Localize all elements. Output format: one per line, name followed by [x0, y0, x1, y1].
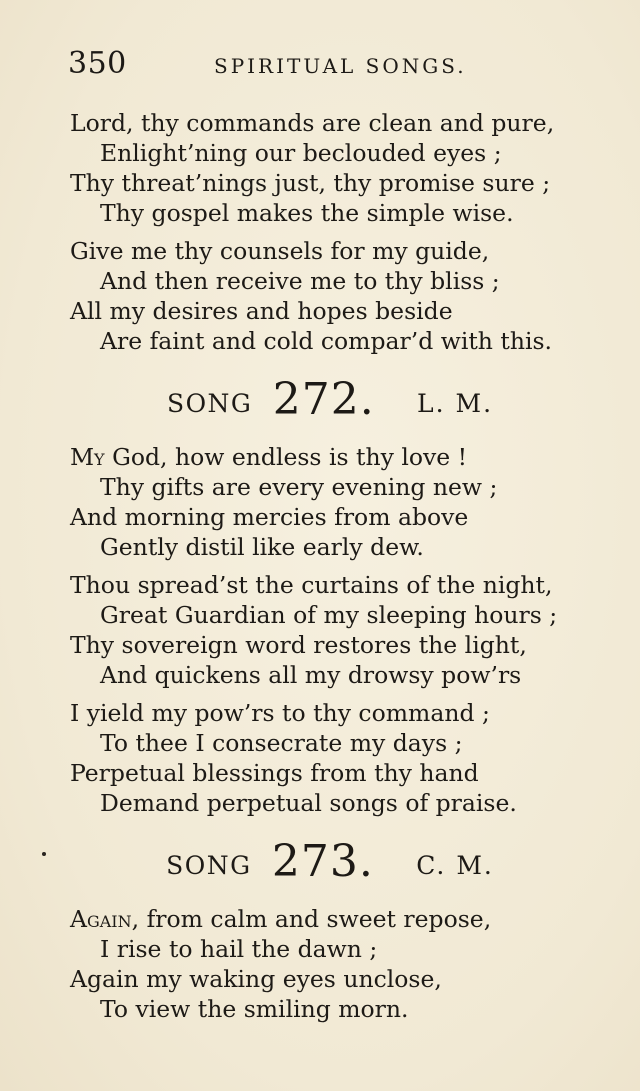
- song-272-stanza-3: [70, 698, 630, 818]
- verse-line: I rise to hail the dawn ;: [100, 935, 378, 963]
- first-line-rest: , from calm and sweet repose,: [131, 905, 492, 933]
- verse-line: [70, 904, 630, 934]
- verse-line: Again my waking eyes unclose,: [70, 965, 442, 993]
- verse-line: Thou spread’st the curtains of the night,: [70, 571, 553, 599]
- song-272-stanza-1: [70, 442, 630, 562]
- page-header: [68, 46, 588, 86]
- page-content: [70, 108, 630, 1032]
- first-word-smallcaps: My: [70, 443, 105, 471]
- song-number: 272.: [272, 374, 375, 425]
- verse-line: Thy sovereign word restores the light,: [70, 631, 527, 659]
- verse-line: Demand perpetual songs of praise.: [100, 789, 517, 817]
- verse-line: Thy gospel makes the simple wise.: [100, 199, 514, 227]
- verse-line: And quickens all my drowsy pow’rs: [100, 661, 522, 689]
- verse-line: All my desires and hopes beside: [70, 297, 453, 325]
- song-number: 273.: [271, 836, 374, 887]
- running-title: SPIRITUAL SONGS.: [214, 54, 467, 78]
- verse-line: To view the smiling morn.: [100, 995, 409, 1023]
- verse-line: And then receive me to thy bliss ;: [100, 267, 500, 295]
- song-273-heading: [70, 838, 630, 886]
- song-meter: C. M.: [416, 851, 494, 880]
- verse-line: Lord, thy commands are clean and pure,: [70, 109, 555, 137]
- page-number: 350: [68, 46, 127, 81]
- verse-line: Gently distil like early dew.: [100, 533, 424, 561]
- verse-line: To thee I consecrate my days ;: [100, 729, 463, 757]
- verse-line: Perpetual blessings from thy hand: [70, 759, 479, 787]
- song-meter: L. M.: [417, 389, 494, 418]
- stanza-continued-1: [70, 108, 630, 228]
- song-273-stanza-1: [70, 904, 630, 1024]
- verse-line: Enlight’ning our beclouded eyes ;: [100, 139, 502, 167]
- stanza-continued-2: [70, 236, 630, 356]
- song-272-heading: [70, 376, 630, 424]
- verse-line: Give me thy counsels for my guide,: [70, 237, 490, 265]
- verse-line: And morning mercies from above: [70, 503, 469, 531]
- verse-line: Are faint and cold compar’d with this.: [100, 327, 553, 355]
- first-line-rest: God, how endless is thy love !: [104, 443, 468, 471]
- song-label: SONG: [166, 389, 253, 418]
- song-272-stanza-2: [70, 570, 630, 690]
- verse-line: [70, 442, 630, 472]
- ink-speck: [42, 852, 46, 856]
- verse-line: I yield my pow’rs to thy command ;: [70, 699, 490, 727]
- first-word-smallcaps: Again: [70, 905, 132, 933]
- verse-line: Thy threat’nings just, thy promise sure ;: [70, 169, 551, 197]
- verse-line: Thy gifts are every evening new ;: [100, 473, 498, 501]
- song-label: SONG: [166, 851, 252, 880]
- verse-line: Great Guardian of my sleeping hours ;: [100, 601, 558, 629]
